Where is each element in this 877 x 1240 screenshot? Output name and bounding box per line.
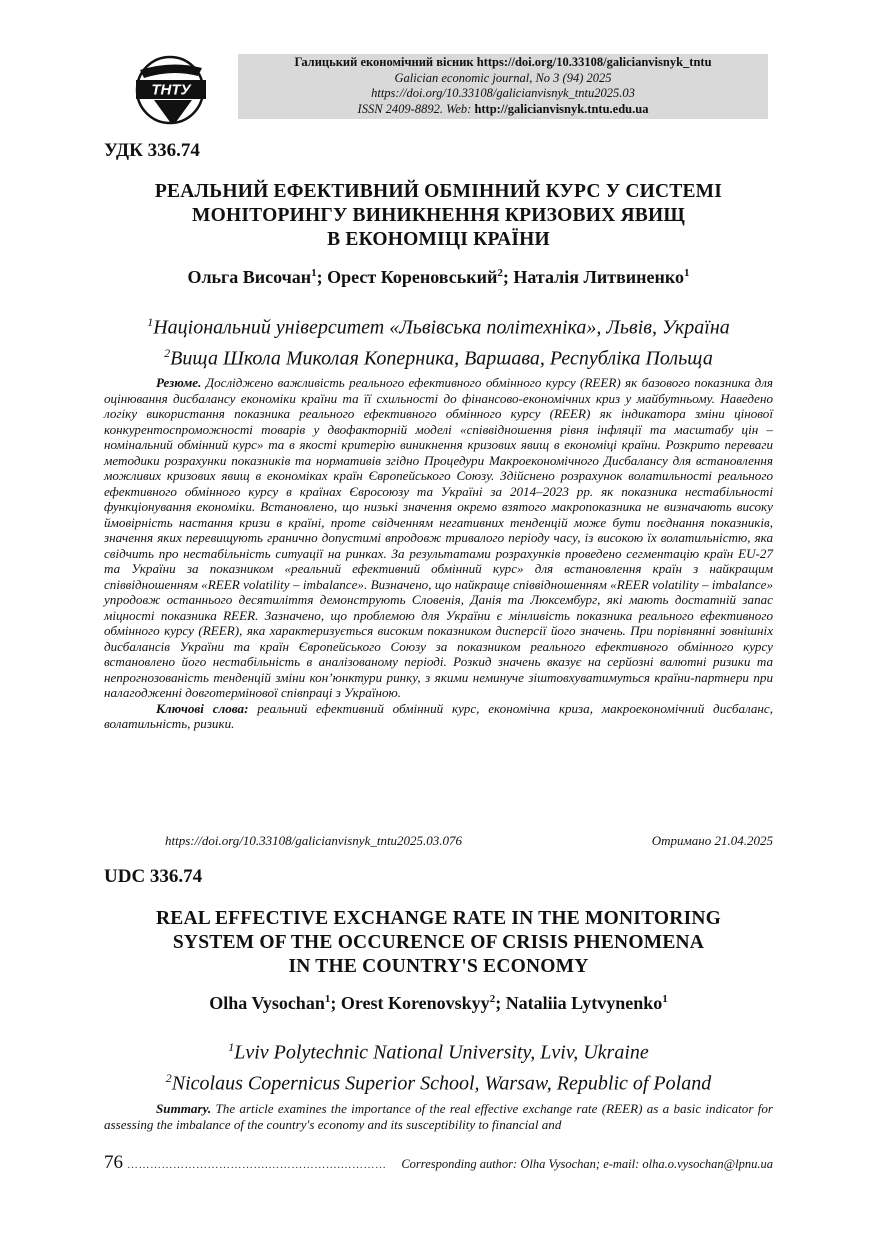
affiliation-text: Вища Школа Миколая Коперника, Варшава, Республіка Польща bbox=[170, 347, 713, 370]
title-ua bbox=[104, 180, 773, 252]
affiliation-text: Nicolaus Copernicus Superior School, Warsaw, Republic of Poland bbox=[171, 1072, 712, 1095]
title-en-line: IN THE COUNTRY'S ECONOMY bbox=[288, 956, 589, 977]
issn-text: ISSN 2409-8892. Web: bbox=[357, 101, 472, 116]
summary-paragraph bbox=[104, 1101, 773, 1132]
keywords-text: реальний ефективний обмінний курс, економічна криза, макроекономічний дисбаланс, волатильність, ризики. bbox=[104, 700, 773, 731]
author-name: Olha Vysochan bbox=[209, 993, 325, 1013]
author-name: Наталія Литвиненко bbox=[513, 267, 685, 287]
author-sep: ; bbox=[316, 267, 328, 287]
keywords-paragraph bbox=[104, 701, 773, 732]
title-en-line: SYSTEM OF THE OCCURENCE OF CRISIS PHENOMENA bbox=[172, 932, 705, 953]
affiliation bbox=[104, 310, 773, 341]
abstract-paragraph bbox=[104, 375, 773, 701]
author-name: Nataliia Lytvynenko bbox=[505, 993, 663, 1013]
title-en bbox=[104, 907, 773, 979]
logo-text: ТНТУ bbox=[151, 81, 191, 99]
keywords-label: Ключові слова: bbox=[156, 700, 249, 716]
author-sup: 1 bbox=[684, 267, 690, 279]
author-sep: ; bbox=[330, 993, 341, 1013]
author-name: Орест Кореновський bbox=[327, 267, 498, 287]
summary-en bbox=[104, 1101, 773, 1132]
tntu-logo bbox=[132, 52, 212, 126]
affiliation-sup: 2 bbox=[164, 345, 171, 360]
affiliation-sup: 2 bbox=[165, 1070, 172, 1085]
author-sup: 1 bbox=[662, 993, 668, 1005]
journal-title-en: Galician economic journal, No 3 (94) 2025 bbox=[394, 70, 612, 85]
received-date: Отримано 21.04.2025 bbox=[651, 833, 773, 848]
udc-ua: УДК 336.74 bbox=[104, 140, 200, 161]
author-sup: 1 bbox=[324, 993, 331, 1005]
issue-doi: https://doi.org/10.33108/galicianvisnyk_tntu2025.03 bbox=[371, 86, 635, 100]
title-en-line: REAL EFFECTIVE EXCHANGE RATE IN THE MONITORING bbox=[155, 908, 722, 929]
title-ua-line: В ЕКОНОМІЦІ КРАЇНИ bbox=[327, 229, 550, 250]
author-sep: ; bbox=[495, 993, 506, 1013]
article-doi[interactable]: https://doi.org/10.33108/galicianvisnyk_tntu2025.03.076 bbox=[165, 833, 463, 848]
web-link[interactable]: http://galicianvisnyk.tntu.edu.ua bbox=[474, 101, 649, 116]
author-sup: 1 bbox=[311, 267, 317, 279]
abstract-label: Резюме. bbox=[156, 375, 202, 390]
author-sup: 2 bbox=[497, 267, 503, 279]
footer-dots: ……………………………….……………….………… bbox=[127, 1159, 387, 1171]
affiliation-text: Національний університет «Львівська політехніка», Львів, Україна bbox=[153, 316, 730, 339]
author-name: Orest Korenovskyy bbox=[340, 993, 490, 1013]
journal-title-ua: Галицький економічний вісник https://doi.org/10.33108/galicianvisnyk_tntu bbox=[294, 55, 712, 69]
page-number: 76 bbox=[104, 1152, 123, 1173]
corresponding-author: Corresponding author: Olha Vysochan; e-mail: olha.o.vysochan@lpnu.ua bbox=[401, 1157, 773, 1171]
summary-label: Summary. bbox=[156, 1101, 212, 1116]
affiliation bbox=[104, 341, 773, 372]
author-name: Ольга Височан bbox=[187, 267, 312, 287]
affiliation bbox=[104, 1066, 773, 1097]
abstract-text: Досліджено важливість реального ефективного обмінного курсу (REER) як базового показника для оцінювання дисбалансу економіки країни та її схильності до фінансово-економічних криз у майбутньому. Наведено логіку використання показника реального ефективного обмінного курсу (REER) як індикатора зміни цінової конкурентоспроможності товарів у двофакторній моделі «співвідношення рівня інфляції та масштабу цін – номінальний обмінний курс» та в якості критерію виникнення кризових явищ в економіці країни. Розкрито переваги методики розрахунки показників та нормативів згідно Процедури Макроекономічного Дисбалансу для встановлення можливих кризових явищ в економіках країн Європейського Союзу. Здійснено розрахунок волатильності реального ефективного обмінного курсу в країнах Євросоюзу та Україні за 2014–2023 рр. як показника нестабільності функціонування економіки. Встановлено, що низькі значення окремо взятого макропоказника не визначають високу ймовірність настання кризи в країні, проте свідченням негативних тенденцій може бути поєднання показників, значення яких перевищують гранично допустимі впродовж тривалого періоду часу, із високою їх волатильністю, яка свідчить про нестабільність ситуації на ринках. За результатами розрахунків проведено сегментацію країн EU-27 та України за показником «реальний ефективний обмінний курс» для встановлення країн з найкращим співвідношенням «REER volatility – imbalance». Визначено, що найкраще співвідношенням «REER volatility – imbalance» упродовж останнього десятиліття демонструють Словенія, Данія та Люксембург, які мають достатній запас міцності показника REER. Зазначено, що проблемою для України є мінливість показника реального ефективного обмінного курсу (REER), яка характеризується високим показником дисперсії його значень. При порівнянні зовнішніх дисбалансів України та країн Європейського Союзу за показником реального ефективного обмінного курсу встановлено його нестабільність в аналізованому періоді. Розкид значень вказує на серйозні валютні ризики та непрогнозованість тенденцій зміни кон’юнктури ринку, з якими неминуче зіштовхуватимуться країни-партнери при налагодженні довготермінової співпраці з Україною. bbox=[104, 375, 773, 700]
authors-ua bbox=[104, 267, 773, 288]
title-ua-line: МОНІТОРИНГУ ВИНИКНЕННЯ КРИЗОВИХ ЯВИЩ bbox=[192, 205, 685, 226]
authors-en bbox=[104, 993, 773, 1014]
affiliation-text: Lviv Polytechnic National University, Lviv, Ukraine bbox=[234, 1041, 649, 1064]
abstract-ua bbox=[104, 375, 773, 732]
page-footer bbox=[104, 1152, 773, 1174]
affiliation bbox=[104, 1035, 773, 1066]
summary-text: The article examines the importance of the real effective exchange rate (REER) as a basic indicator for assessing the imbalance of the country's economy and its susceptibility to financial and bbox=[104, 1101, 773, 1132]
affiliations-en bbox=[104, 1035, 773, 1096]
udc-en: UDC 336.74 bbox=[104, 866, 203, 887]
affiliation-sup: 1 bbox=[147, 315, 154, 329]
author-sep: ; bbox=[502, 267, 514, 287]
journal-header bbox=[238, 54, 768, 119]
author-sup: 2 bbox=[489, 993, 496, 1005]
affiliation-sup: 1 bbox=[228, 1040, 235, 1054]
issn-line bbox=[238, 102, 768, 118]
title-ua-line: РЕАЛЬНИЙ ЕФЕКТИВНИЙ ОБМІННИЙ КУРС У СИСТЕМІ bbox=[154, 181, 723, 202]
affiliations-ua bbox=[104, 310, 773, 371]
